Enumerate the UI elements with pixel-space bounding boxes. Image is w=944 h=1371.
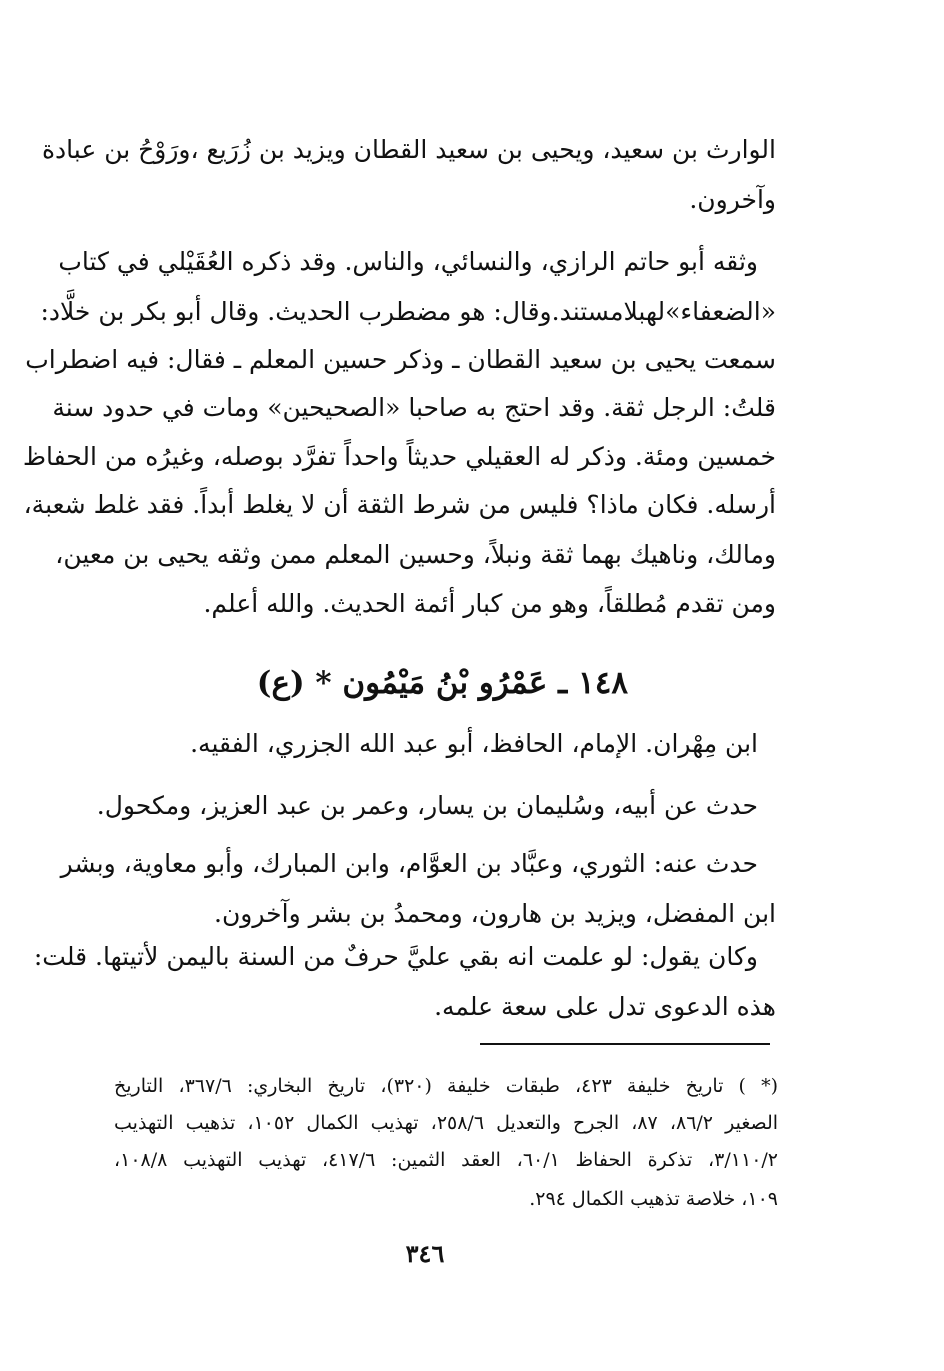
body-line: خمسين ومئة. وذكر له العقيلي حديثاً واحداً تفرَّد بوصله، وغيرُه من الحفاظ xyxy=(22,442,776,471)
entry-heading: ١٤٨ ـ عَمْرُو بْنُ مَيْمُون * (ع) xyxy=(256,665,628,701)
body-line: قلتُ: الرجل ثقة. وقد احتج به صاحبا «الصحيحين» ومات في حدود سنة xyxy=(52,393,776,422)
footnote-line: ١٠٩، خلاصة تذهيب الكمال ٢٩٤. xyxy=(529,1188,778,1210)
entry-line: هذه الدعوى تدل على سعة علمه. xyxy=(434,992,776,1021)
body-line: سمعت يحيى بن سعيد القطان ـ وذكر حسين المعلم ـ فقال: فيه اضطراب xyxy=(25,345,776,374)
body-line: «الضعفاء»لهبلامستند.وقال: هو مضطرب الحديث. وقال أبو بكر بن خلَّاد: xyxy=(40,297,776,326)
entry-line: حدث عنه: الثوري، وعبَّاد بن العوَّام، وابن المبارك، وأبو معاوية، وبشر xyxy=(60,849,758,878)
body-line: ومالك، وناهيك بهما ثقة ونبلاً، وحسين المعلم ممن وثقه يحيى بن معين، xyxy=(55,540,776,569)
entry-line: حدث عن أبيه، وسُليمان بن يسار، وعمر بن عبد العزيز، ومكحول. xyxy=(96,791,758,820)
footnote-separator xyxy=(480,1043,770,1045)
footnote-line: الصغير ٨٦/٢، ٨٧، الجرح والتعديل ٢٥٨/٦، تهذيب الكمال ١٠٥٢، تذهيب التهذيب xyxy=(114,1112,779,1134)
body-line: ومن تقدم مُطلقاً، وهو من كبار أئمة الحديث. والله أعلم. xyxy=(203,589,776,618)
page-number: ٣٤٦ xyxy=(405,1239,445,1268)
footnote-line: ٣/١١٠/٢، تذكرة الحفاظ ٦٠/١، العقد الثمين: ٤١٧/٦، تهذيب التهذيب ١٠٨/٨، xyxy=(114,1149,778,1171)
entry-line: ابن المفضل، ويزيد بن هارون، ومحمدُ بن بشر وآخرون. xyxy=(214,899,776,928)
footnote-line: (* ) تاريخ خليفة ٤٢٣، طبقات خليفة (٣٢٠)، تاريخ البخاري: ٣٦٧/٦، التاريخ xyxy=(114,1075,778,1097)
entry-line: ابن مِهْران. الإمام، الحافظ، أبو عبد الله الجزري، الفقيه. xyxy=(190,729,758,758)
body-line: وثقه أبو حاتم الرازي، والنسائي، والناس. وقد ذكره العُقَيْلي في كتاب xyxy=(58,247,758,276)
entry-line: وكان يقول: لو علمت انه بقي عليَّ حرفٌ من السنة باليمن لأتيتها. قلت: xyxy=(33,942,758,971)
body-line: أرسله. فكان ماذا؟ فليس من شرط الثقة أن لا يغلط أبداً. فقد غلط شعبة، xyxy=(23,490,776,519)
body-line: الوارث بن سعيد، ويحيى بن سعيد القطان ويزيد بن زُرَيع ،ورَوْحُ بن عبادة xyxy=(41,135,776,164)
body-line: وآخرون. xyxy=(689,185,776,214)
